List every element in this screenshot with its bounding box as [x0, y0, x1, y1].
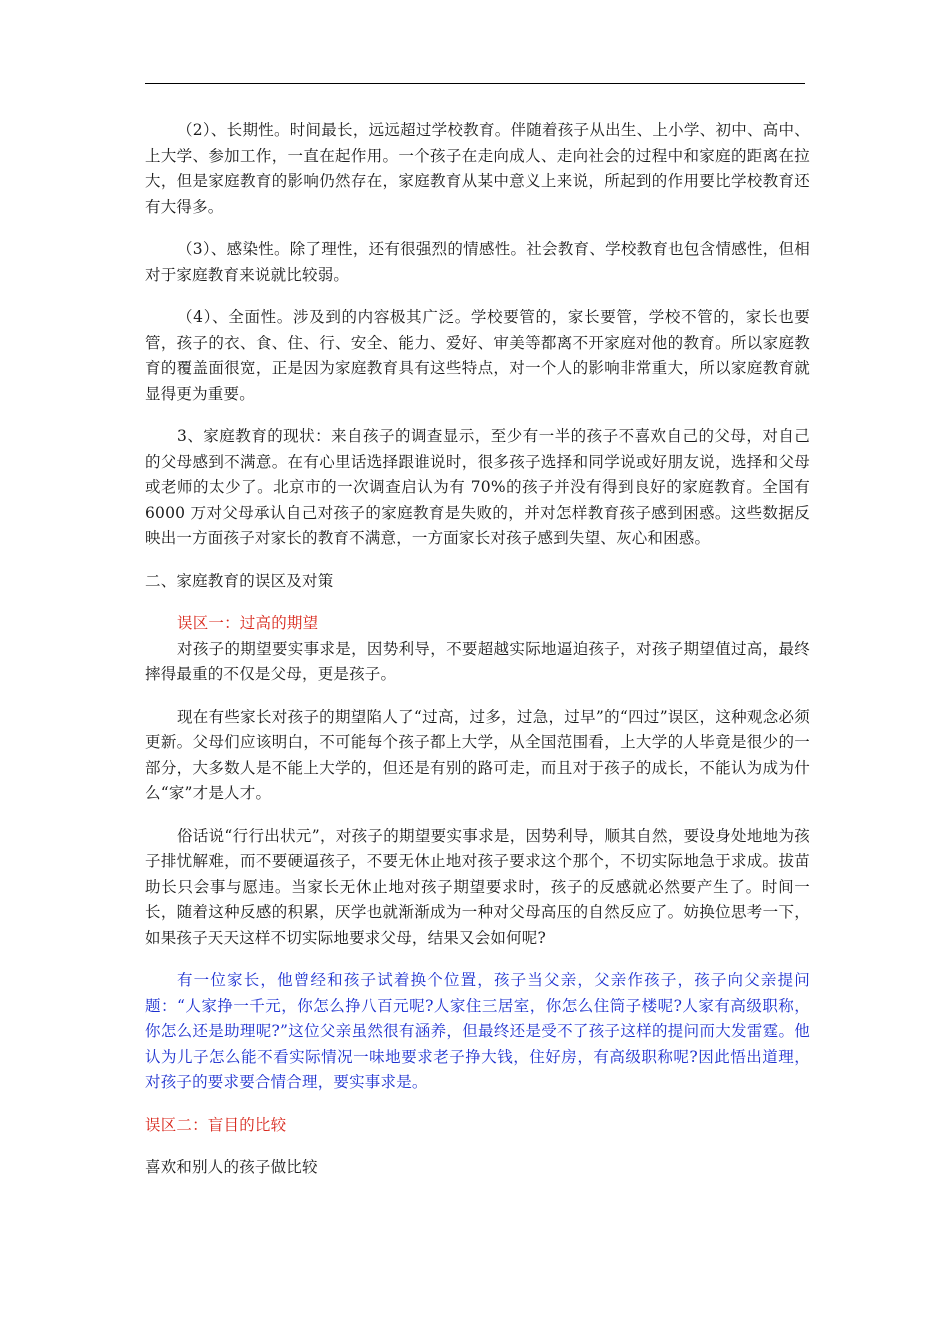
paragraph-long-term: （2）、长期性。时间最长，远远超过学校教育。伴随着孩子从出生、上小学、初中、高中、上大学、参加工作，一直在起作用。一个孩子在走向成人、走向社会的过程中和家庭的距离在拉大，但是家庭教育的影响仍然存在，家庭教育从某中意义上来说，所起到的作用要比学校教育还有大得多。 — [145, 121, 810, 216]
paragraph-comprehensive: （4）、全面性。涉及到的内容极其广泛。学校要管的，家长要管，学校不管的，家长也要管，孩子的衣、食、住、行、安全、能力、爱好、审美等都离不开家庭对他的教育。所以家庭教育的覆盖面很宽，正是因为家庭教育具有这些特点，对一个人的影响非常重大，所以家庭教育就显得更为重要。 — [145, 308, 810, 403]
myth1-heading: 误区一：过高的期望 — [177, 614, 319, 632]
document-body — [145, 118, 810, 1181]
myth1-paragraph: 对孩子的期望要实事求是，因势利导，不要超越实际地逼迫孩子，对孩子期望值过高，最终摔得最重的不仅是父母，更是孩子。 — [145, 639, 810, 683]
paragraph-current-status: 3、家庭教育的现状：来自孩子的调查显示，至少有一半的孩子不喜欢自己的父母，对自己的父母感到不满意。在有心里话选择跟谁说时，很多孩子选择和同学说或好朋友说，选择和父母或老师的太少了。北京市的一次调查启认为有 70%的孩子并没有得到良好的家庭教育。全国有 6000 万对父母承认自己对孩子的家庭教育是失败的，并对怎样教育孩子感到困惑。这些数据反映出一方面孩子对家长的教育不满意，一方面家长对孩子感到失望、灰心和困惑。 — [145, 427, 810, 547]
header-rule — [145, 83, 805, 84]
myth1-paragraph: 现在有些家长对孩子的期望陷人了“过高，过多，过急，过早”的“四过”误区，这种观念必须更新。父母们应该明白，不可能每个孩子都上大学，从全国范围看，上大学的人毕竟是很少的一部分，大多数人是不能上大学的，但还是有别的路可走，而且对于孩子的成长，不能认为成为什么“家”才是人才。 — [145, 707, 810, 802]
myth2-heading: 误区二：盲目的比较 — [145, 1115, 287, 1134]
paragraph-infectious: （3）、感染性。除了理性，还有很强烈的情感性。社会教育、学校教育也包含情感性，但相对于家庭教育来说就比较弱。 — [145, 240, 810, 284]
myth1-story: 有一位家长，他曾经和孩子试着换个位置，孩子当父亲，父亲作孩子，孩子向父亲提问题：“人家挣一千元，你怎么挣八百元呢?人家住三居室，你怎么住筒子楼呢?人家有高级职称，你怎么还是助理呢?”这位父亲虽然很有涵养，但最终还是受不了孩子这样的提问而大发雷霆。他认为儿子怎么能不看实际情况一味地要求老子挣大钱，住好房，有高级职称呢?因此悟出道理，对孩子的要求要合情合理，要实事求是。 — [145, 971, 810, 1091]
myth2-intro: 喜欢和别人的孩子做比较 — [145, 1158, 318, 1176]
section-title: 二、家庭教育的误区及对策 — [145, 571, 334, 590]
myth1-paragraph: 俗话说“行行出状元”，对孩子的期望要实事求是，因势利导，顺其自然，要设身处地地为孩子排忧解难，而不要硬逼孩子，不要无休止地对孩子要求这个那个，不切实际地急于求成。拔苗助长只会事与愿违。当家长无休止地对孩子期望要求时，孩子的反感就必然要产生了。时间一长，随着这种反感的积累，厌学也就渐渐成为一种对父母高压的自然反应了。妨换位思考一下，如果孩子天天这样不切实际地要求父母，结果又会如何呢? — [145, 826, 810, 947]
